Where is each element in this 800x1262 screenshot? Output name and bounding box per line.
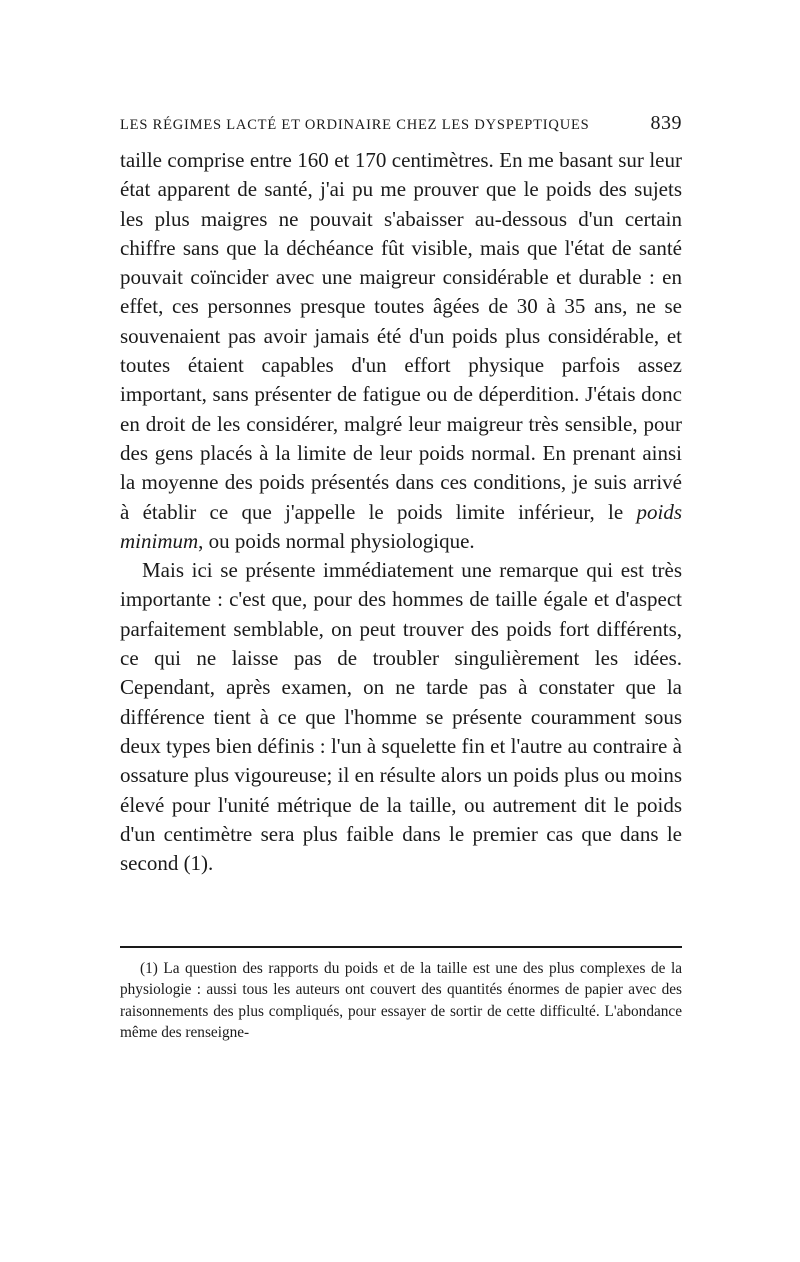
paragraph-1-end: , ou poids normal physiologique. [198,528,475,553]
body-text [120,146,682,878]
book-page [120,0,682,1262]
running-head-title: LES RÉGIMES LACTÉ ET ORDINAIRE CHEZ LES DYSPEPTIQUES [120,117,590,133]
footnote-rule [120,946,682,948]
paragraph-1-start: taille comprise entre 160 et 170 centimètres. En me basant sur leur état apparent de santé, j'ai pu me prouver que le poids des sujets les plus maigres ne pouvait s'abaisser au-dessous d'un certain chiffre sans que la déchéance fût visible, mais que l'état de santé pouvait coïncider avec une maigreur considérable et durable : en effet, ces personnes presque toutes âgées de 30 à 35 ans, ne se souvenaient pas avoir jamais été d'un poids plus considérable, et toutes étaient capables d'un effort physique parfois assez important, sans présenter de fatigue ou de déperdition. J'étais donc en droit de les considérer, malgré leur maigreur très sensible, pour des gens placés à la limite de leur poids normal. En prenant ainsi la moyenne des poids présentés dans ces conditions, je suis arrivé à établir ce que j'appelle le poids limite inférieur, le [120,148,682,524]
paragraph-2: Mais ici se présente immédiatement une remarque qui est très importante : c'est que, pour des hommes de taille égale et d'aspect parfaitement semblable, on peut trouver des poids fort différents, ce qui ne laisse pas de troubler singulièrement les idées. Cependant, après examen, on ne tarde pas à constater que la différence tient à ce que l'homme se présente couramment sous deux types bien définis : l'un à squelette fin et l'autre au contraire à ossature plus vigoureuse; il en résulte alors un poids plus ou moins élevé pour l'unité métrique de la taille, ou autrement dit le poids d'un centimètre sera plus faible dans le premier cas que dans le second (1). [120,558,682,876]
paragraph-1 [120,146,682,556]
italic-term: poids minimum [120,499,682,553]
footnote: (1) La question des rapports du poids et de la taille est une des plus complexes de la physiologie : aussi tous les auteurs ont couvert des quantités énormes de papier avec des raisonnements des plus compliqués, pour essayer de sortir de cette difficulté. L'abondance même des renseigne- [120,960,682,1042]
page-number: 839 [650,112,682,134]
running-head [120,112,682,135]
